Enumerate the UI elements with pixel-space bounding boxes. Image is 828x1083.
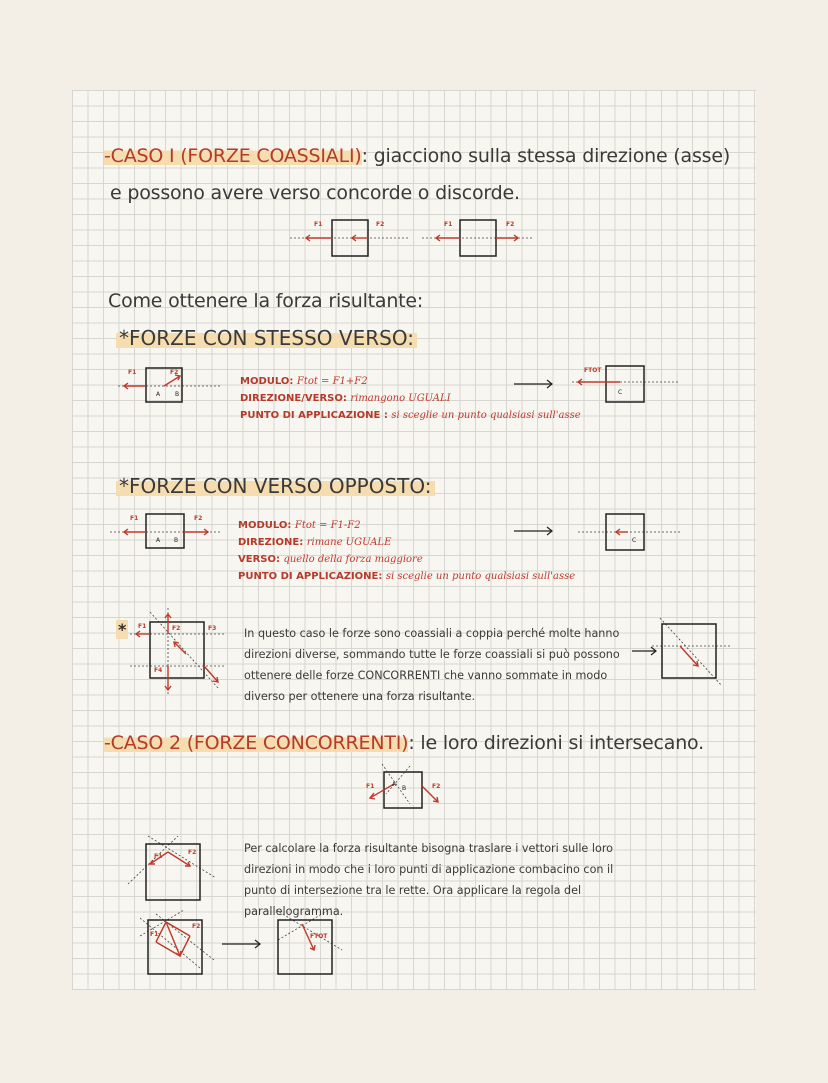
opposto-heading xyxy=(116,474,435,498)
stesso-result-diagram xyxy=(572,360,684,408)
point-a-label: A xyxy=(156,391,161,398)
coppia-result-diagram xyxy=(652,612,732,688)
stesso-verso-diagram xyxy=(118,362,228,407)
opposto-heading-text: *FORZE CON VERSO OPPOSTO: xyxy=(116,474,435,498)
f2-label: F2 xyxy=(432,783,441,790)
caso1-line2: e possono avere verso concorde o discorde. xyxy=(110,182,520,204)
caso2-text: Per calcolare la forza risultante bisogna traslare i vettori sulle loro direzioni in modo che i loro punti di applicazione combacino con il punto di intersezione tra le rette. Ora applicare la regola del parallelogramma. xyxy=(244,842,614,918)
parallelogramma-diagram xyxy=(140,910,220,978)
arrow-right-icon xyxy=(514,378,554,390)
verso-value: quello della forza maggiore xyxy=(283,554,423,565)
f1-label: F1 xyxy=(444,221,453,228)
opposto-result-diagram xyxy=(578,508,684,554)
opposto-punto xyxy=(238,571,575,582)
traslazione-diagram xyxy=(126,832,222,904)
point-b-label: B xyxy=(175,391,180,398)
verso-opposto-diagram xyxy=(110,508,230,554)
f2-label: F2 xyxy=(194,515,203,522)
verso-label: VERSO: xyxy=(238,554,280,565)
f2-label: F2 xyxy=(172,625,181,632)
f1-label: F1 xyxy=(154,853,163,860)
point-c-label: C xyxy=(618,389,623,396)
f1-label: F1 xyxy=(150,931,159,938)
f1-label: F1 xyxy=(138,623,147,630)
risultante-heading: Come ottenere la forza risultante: xyxy=(108,290,424,312)
coaxial-diagram-concorde xyxy=(422,212,542,262)
f1-label: F1 xyxy=(314,221,323,228)
arrow-right-icon xyxy=(514,525,554,537)
caso2-title-highlight: -CASO 2 (FORZE CONCORRENTI) xyxy=(104,732,409,754)
f2-label: F2 xyxy=(170,369,179,376)
modulo-value: Ftot = F1+F2 xyxy=(296,376,368,387)
caso1-title-rest: : giacciono sulla stessa direzione (asse) xyxy=(361,145,731,167)
f1-label: F1 xyxy=(130,515,139,522)
caso1-title xyxy=(104,145,730,167)
stesso-direzione xyxy=(240,393,451,404)
direzione-value: rimangono UGUALI xyxy=(350,393,451,404)
stesso-punto xyxy=(240,410,581,421)
punto-value: si sceglie un punto qualsiasi sull'asse xyxy=(385,571,576,582)
point-b-label: B xyxy=(174,537,179,544)
f4-label: F4 xyxy=(154,667,163,674)
coaxial-diagram-discorde xyxy=(290,212,410,262)
modulo-label: MODULO: xyxy=(238,520,292,531)
point-a-label: A xyxy=(392,781,397,788)
f1-label: F1 xyxy=(366,783,375,790)
caso2-title xyxy=(104,732,704,754)
modulo-value: Ftot = F1-F2 xyxy=(294,520,361,531)
arrow-right-icon xyxy=(222,938,262,950)
direzione-label: DIREZIONE: xyxy=(238,537,304,548)
risultante-concorrenti-diagram xyxy=(270,908,350,978)
f2-label: F2 xyxy=(192,923,201,930)
f1-label: F1 xyxy=(128,369,137,376)
direzione-value: rimane UGUALE xyxy=(306,537,392,548)
caso2-title-rest: : le loro direzioni si intersecano. xyxy=(408,732,704,754)
coppia-star: * xyxy=(118,620,127,639)
coppia-diagram xyxy=(130,608,230,696)
concorrenti-diagram xyxy=(360,764,450,812)
opposto-modulo xyxy=(238,520,361,531)
modulo-label: MODULO: xyxy=(240,376,294,387)
coppia-text: In questo caso le forze sono coassiali a coppia perché molte hanno direzioni diverse, sommando tutte le forze coassiali si può possono ottenere delle forze CONCORRENTI che vanno sommate in modo diverso per ottenere una forza risultante. xyxy=(244,627,620,703)
f2-label: F2 xyxy=(506,221,515,228)
opposto-direzione xyxy=(238,537,391,548)
stesso-heading-text: *FORZE CON STESSO VERSO: xyxy=(116,326,417,350)
punto-label: PUNTO DI APPLICAZIONE: xyxy=(238,571,383,582)
stesso-modulo xyxy=(240,376,368,387)
point-b-label: B xyxy=(402,785,407,792)
ftot-label: FTOT xyxy=(584,367,602,374)
punto-value: si sceglie un punto qualsiasi sull'asse xyxy=(391,410,581,421)
caso1-title-highlight: -CASO I (FORZE COASSIALI) xyxy=(104,145,362,167)
f2-label: F2 xyxy=(188,849,197,856)
direzione-label: DIREZIONE/VERSO: xyxy=(240,393,347,404)
punto-label: PUNTO DI APPLICAZIONE : xyxy=(240,410,388,421)
point-c-label: C xyxy=(632,537,637,544)
opposto-verso xyxy=(238,554,423,565)
ftot-label: FTOT xyxy=(310,933,328,940)
f3-label: F3 xyxy=(208,625,217,632)
f2-label: F2 xyxy=(376,221,385,228)
point-a-label: A xyxy=(156,537,161,544)
stesso-heading xyxy=(116,326,417,350)
